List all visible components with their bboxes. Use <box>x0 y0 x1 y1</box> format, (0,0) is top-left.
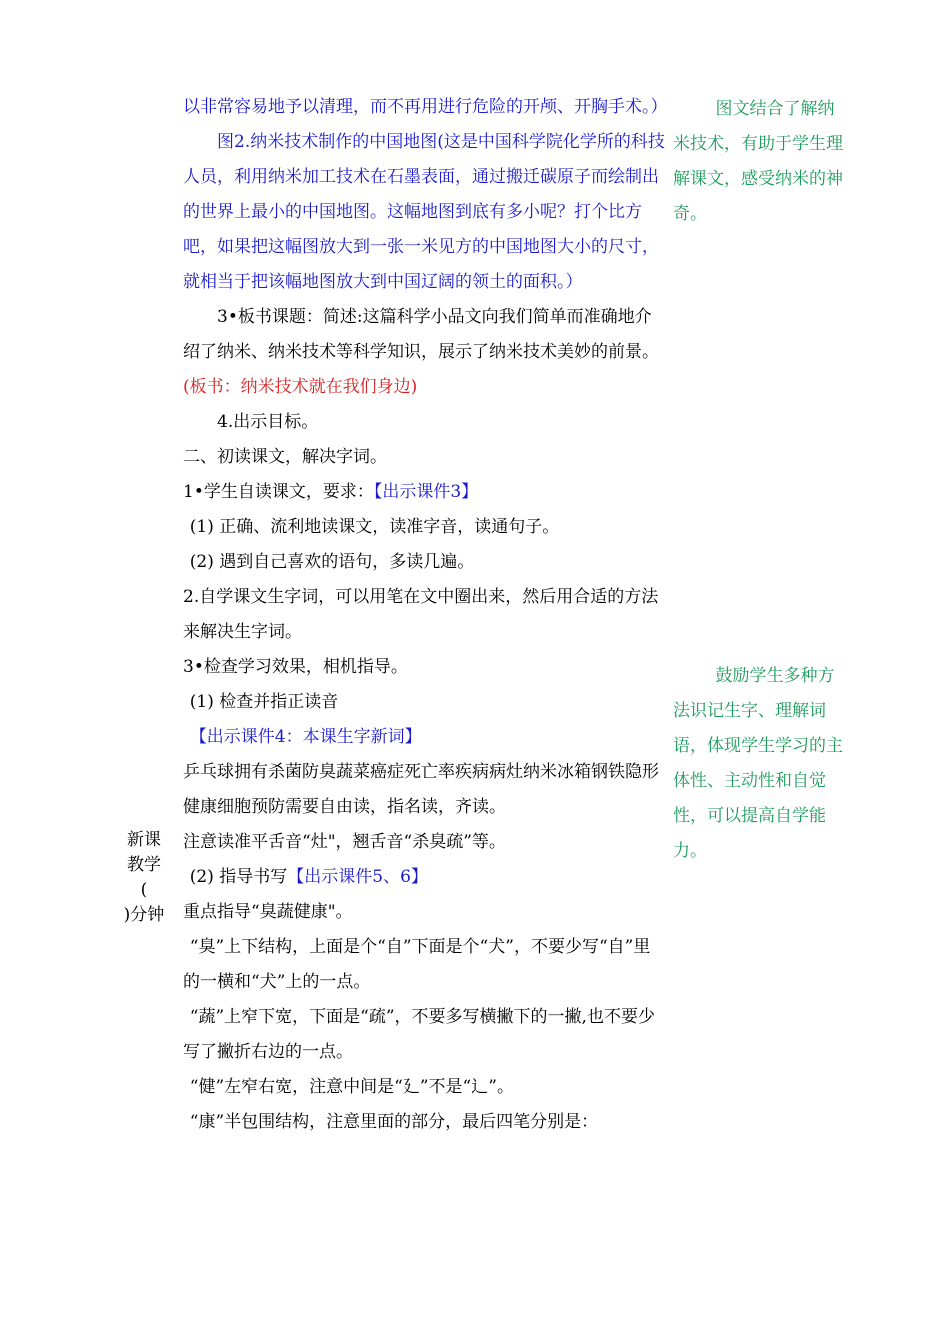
lesson-body <box>183 90 668 1140</box>
section-label-line1: 新课 <box>127 830 161 850</box>
section-label-line2: 教学 <box>127 855 161 875</box>
char-chou-note: “臭”上下结构，上面是个“自”下面是个“犬”，不要少写“自”里的一横和“犬”上的一点。 <box>183 937 651 992</box>
figure2-caption: 图2.纳米技术制作的中国地图(这是中国科学院化学所的科技人员，利用纳米加工技术在石墨表面，通过搬迁碳原子而绘制出的世界上最小的中国地图。这幅地图到底有多小呢？打个比方吧，如果把这幅图放大到一张一米见方的中国地图大小的尺寸，就相当于把该幅地图放大到中国辽阔的领土的面积。） <box>183 132 665 292</box>
key-guidance: 重点指导“臭蔬健康"。 <box>183 902 353 922</box>
courseware-ref-3: 【出示课件3】 <box>373 482 479 502</box>
char-jian-note: “健”左窄右宽，注意中间是“廴”不是“辶”。 <box>189 1077 514 1097</box>
show-objectives: 4.出示目标。 <box>217 412 319 432</box>
board-topic-text: 3•板书课题：简述:这篇科学小品文向我们简单而准确地介绍了纳米、纳米技术等科学知识，展示了纳米技术美妙的前景。 <box>183 307 659 362</box>
figure1-caption-end: 以非常容易地予以清理，而不再用进行危险的开颅、开胸手术。） <box>183 97 668 117</box>
self-reading-text: 1•学生自读课文，要求： <box>183 482 374 502</box>
board-topic-paragraph <box>183 300 665 405</box>
margin-note-2: 鼓励学生多种方法识记生字、理解词语，体现学生学习的主体性、主动性和自觉性，可以提高自学能力。 <box>673 666 843 861</box>
writing-guidance-text: (2) 指导书写 <box>189 867 288 887</box>
section-label-line3: ( <box>140 880 148 900</box>
requirement-2: (2) 遇到自己喜欢的语句，多读几遍。 <box>189 552 475 572</box>
check-step: 3•检查学习效果，相机指导。 <box>183 657 408 677</box>
courseware-ref-4: 【出示课件4：本课生字新词】 <box>189 727 422 747</box>
section-label <box>118 828 170 928</box>
margin-note-1: 图文结合了解纳米技术，有助于学生理解课文，感受纳米的神奇。 <box>673 99 843 224</box>
writing-guidance <box>183 860 665 895</box>
courseware-ref-5-6: 【出示课件5、6】 <box>287 867 428 887</box>
char-shu-note: “蔬”上窄下宽，下面是“疏”，不要多写横撇下的一撇,也不要少写了撇折右边的一点。 <box>183 1007 655 1062</box>
new-words-list: 乒乓球拥有杀菌防臭蔬菜癌症死亡率疾病病灶纳米冰箱钢铁隐形健康细胞预防需要自由读，指名读，齐读。 <box>183 762 659 817</box>
section-label-line4: )分钟 <box>123 905 165 925</box>
board-writing: (板书：纳米技术就在我们身边) <box>183 377 418 397</box>
section-heading-reading: 二、初读课文，解决字词。 <box>183 447 387 467</box>
check-pronunciation: (1) 检查并指正读音 <box>189 692 339 712</box>
char-kang-note: “康”半包围结构，注意里面的部分，最后四笔分别是： <box>189 1112 599 1132</box>
self-study-step: 2.自学课文生字词，可以用笔在文中圈出来，然后用合适的方法来解决生字词。 <box>183 587 659 642</box>
pronunciation-note: 注意读准平舌音“灶"，翘舌音“杀臭疏”等。 <box>183 832 506 852</box>
self-reading-step <box>183 475 665 510</box>
requirement-1: (1) 正确、流利地读课文，读准字音，读通句子。 <box>189 517 560 537</box>
